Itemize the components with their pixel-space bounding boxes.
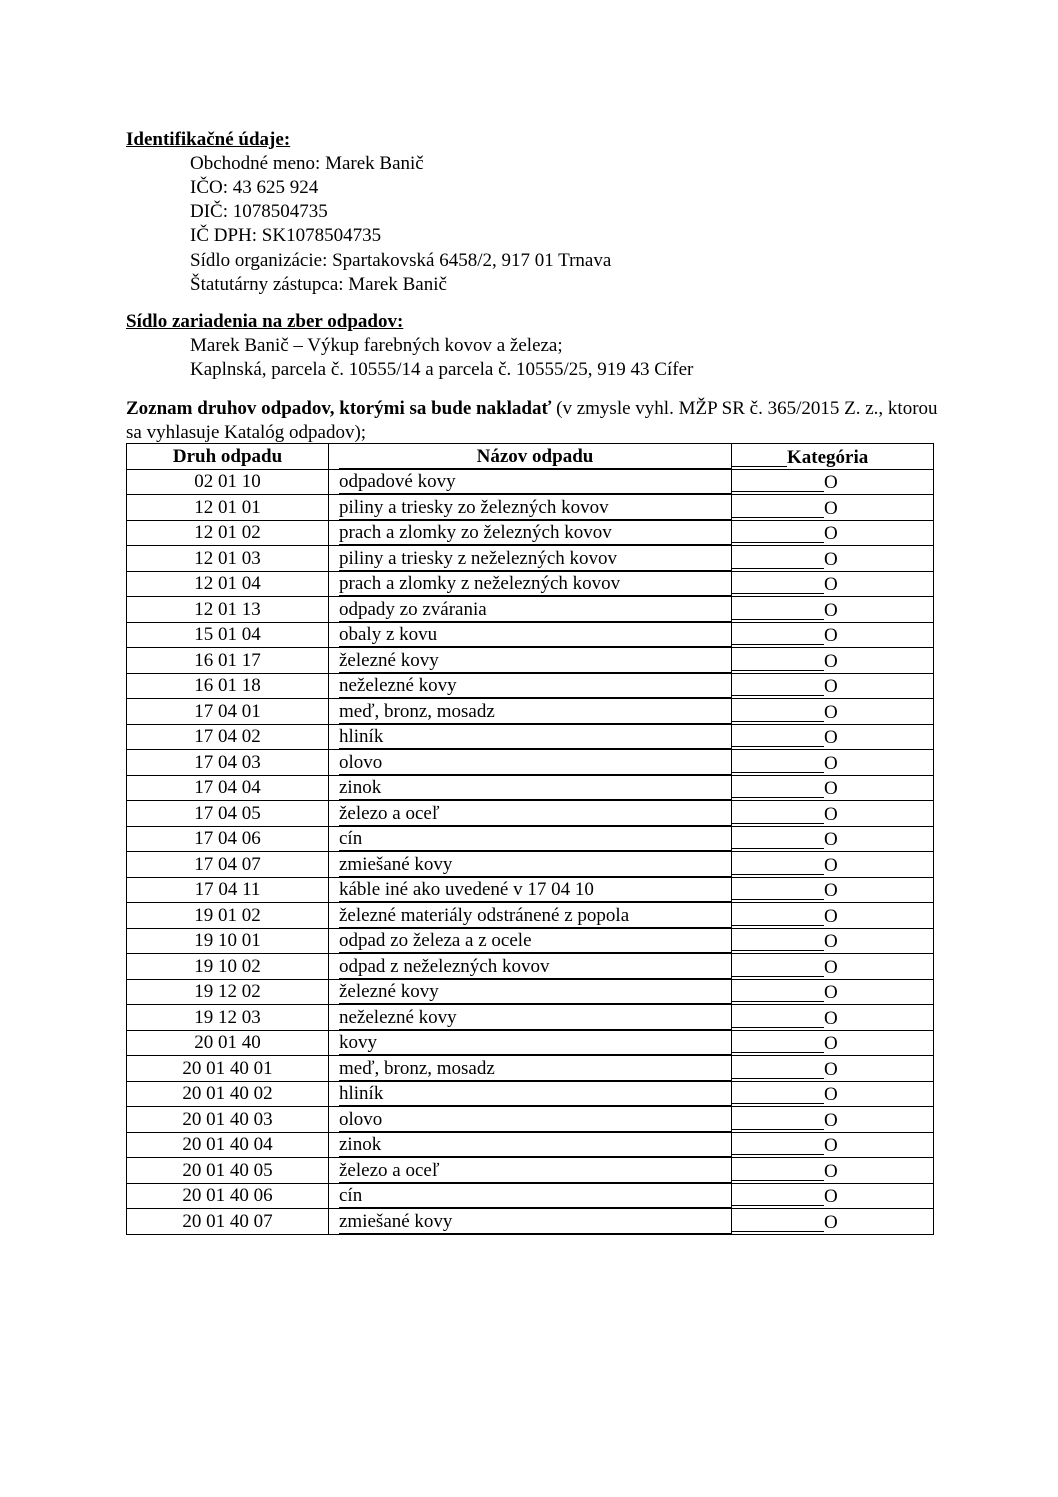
- waste-code-cell: 19 01 02: [127, 903, 329, 929]
- category-cell: [732, 750, 934, 776]
- waste-name-text: odpadové kovy: [339, 471, 731, 494]
- category-value: O: [824, 1109, 838, 1131]
- waste-name-cell: [329, 1005, 732, 1031]
- waste-name-text: hliník: [339, 726, 731, 749]
- waste-name-text: olovo: [339, 1109, 731, 1132]
- category-value: O: [824, 1058, 838, 1080]
- category-cell: [732, 724, 934, 750]
- category-cell: [732, 1107, 934, 1133]
- table-row: [127, 1056, 934, 1082]
- table-row: [127, 495, 934, 521]
- category-cell: [732, 699, 934, 725]
- waste-name-text: piliny a triesky zo železných kovov: [339, 497, 731, 520]
- table-row: [127, 979, 934, 1005]
- waste-code-cell: 19 12 02: [127, 979, 329, 1005]
- waste-name-text: káble iné ako uvedené v 17 04 10: [339, 879, 731, 902]
- waste-name-cell: [329, 1132, 732, 1158]
- registered-office: Sídlo organizácie: Spartakovská 6458/2, 917 01 Trnava: [190, 250, 612, 271]
- table-row: [127, 648, 934, 674]
- waste-code-cell: 12 01 01: [127, 495, 329, 521]
- waste-name-text: meď, bronz, mosadz: [339, 701, 731, 724]
- category-value: O: [824, 905, 838, 927]
- category-cell: [732, 826, 934, 852]
- category-cell: [732, 546, 934, 572]
- category-cell: [732, 1081, 934, 1107]
- waste-name-cell: [329, 903, 732, 929]
- waste-code-cell: 17 04 07: [127, 852, 329, 878]
- waste-name-cell: [329, 571, 732, 597]
- waste-name-text: meď, bronz, mosadz: [339, 1058, 731, 1081]
- category-cell: [732, 1030, 934, 1056]
- waste-name-cell: [329, 1158, 732, 1184]
- category-value: O: [824, 1186, 838, 1207]
- table-row: [127, 571, 934, 597]
- category-cell: [732, 495, 934, 521]
- underline: [732, 568, 824, 569]
- waste-name-text: prach a zlomky zo železných kovov: [339, 522, 731, 545]
- waste-name-cell: [329, 954, 732, 980]
- table-row: [127, 673, 934, 699]
- waste-code-cell: 17 04 11: [127, 877, 329, 903]
- category-cell: [732, 1209, 934, 1235]
- category-value: O: [824, 523, 838, 544]
- table-row: [127, 1183, 934, 1209]
- category-cell: [732, 1005, 934, 1031]
- identification-heading: Identifikačné údaje:: [126, 129, 291, 150]
- waste-name-cell: [329, 775, 732, 801]
- waste-name-text: zinok: [339, 777, 731, 800]
- header-category: [732, 444, 934, 470]
- underline: [732, 1231, 824, 1232]
- waste-code-cell: 19 10 02: [127, 954, 329, 980]
- underline: [732, 976, 824, 977]
- waste-code-cell: 19 10 01: [127, 928, 329, 954]
- waste-name-text: neželezné kovy: [339, 1007, 731, 1030]
- waste-code-cell: 20 01 40 07: [127, 1209, 329, 1235]
- waste-name-cell: [329, 979, 732, 1005]
- category-value: O: [824, 1084, 838, 1105]
- category-value: O: [824, 1033, 838, 1054]
- underline: [732, 721, 824, 722]
- underline: [732, 670, 824, 671]
- category-value: O: [824, 1160, 838, 1182]
- waste-code-cell: 20 01 40 04: [127, 1132, 329, 1158]
- category-value: O: [824, 1135, 838, 1156]
- table-row: [127, 801, 934, 827]
- category-value: O: [824, 1007, 838, 1029]
- category-value: O: [824, 548, 838, 570]
- table-row: [127, 928, 934, 954]
- facility-heading: Sídlo zariadenia na zber odpadov:: [126, 311, 404, 332]
- underline: [732, 950, 824, 951]
- facility-address: Kaplnská, parcela č. 10555/14 a parcela č. 10555/25, 919 43 Cífer: [190, 359, 694, 380]
- table-body: [127, 469, 934, 1234]
- category-cell: [732, 903, 934, 929]
- table-row: [127, 520, 934, 546]
- underline: [732, 1154, 824, 1155]
- category-value: O: [824, 497, 838, 519]
- table-header-row: [127, 444, 934, 470]
- table-row: [127, 1132, 934, 1158]
- underline: [732, 619, 824, 620]
- underline: [732, 593, 824, 594]
- waste-table: [126, 443, 934, 1235]
- category-cell: [732, 469, 934, 495]
- waste-code-cell: 20 01 40 03: [127, 1107, 329, 1133]
- underline: [732, 823, 824, 824]
- waste-name-cell: [329, 546, 732, 572]
- waste-code-cell: 16 01 17: [127, 648, 329, 674]
- waste-name-text: cín: [339, 828, 731, 851]
- table-row: [127, 724, 934, 750]
- category-cell: [732, 571, 934, 597]
- category-value: O: [824, 676, 838, 697]
- waste-code-cell: 12 01 02: [127, 520, 329, 546]
- category-value: O: [824, 727, 838, 748]
- underline: [732, 491, 824, 492]
- category-cell: [732, 877, 934, 903]
- waste-name-text: zmiešané kovy: [339, 854, 731, 877]
- waste-list-intro: [126, 397, 941, 445]
- waste-name-cell: [329, 699, 732, 725]
- category-value: O: [824, 599, 838, 621]
- waste-code-cell: 20 01 40 02: [127, 1081, 329, 1107]
- waste-name-text: zinok: [339, 1134, 731, 1157]
- waste-name-text: kovy: [339, 1032, 731, 1055]
- category-value: O: [824, 650, 838, 672]
- table-row: [127, 622, 934, 648]
- table-row: [127, 852, 934, 878]
- category-cell: [732, 1056, 934, 1082]
- waste-code-cell: 02 01 10: [127, 469, 329, 495]
- table-row: [127, 826, 934, 852]
- table-row: [127, 1081, 934, 1107]
- underline: [732, 899, 824, 900]
- waste-name-cell: [329, 801, 732, 827]
- waste-code-cell: 17 04 01: [127, 699, 329, 725]
- category-value: O: [824, 625, 838, 646]
- category-cell: [732, 673, 934, 699]
- waste-code-cell: 17 04 04: [127, 775, 329, 801]
- category-value: O: [824, 982, 838, 1003]
- table-row: [127, 469, 934, 495]
- waste-code-cell: 19 12 03: [127, 1005, 329, 1031]
- category-cell: [732, 648, 934, 674]
- waste-code-cell: 17 04 06: [127, 826, 329, 852]
- category-cell: [732, 801, 934, 827]
- category-value: O: [824, 472, 838, 493]
- header-waste-code: Druh odpadu: [127, 444, 329, 470]
- statutory-representative: Štatutárny zástupca: Marek Banič: [190, 274, 447, 295]
- waste-name-cell: [329, 1209, 732, 1235]
- category-cell: [732, 1158, 934, 1184]
- waste-name-text: zmiešané kovy: [339, 1211, 731, 1234]
- underline: [732, 797, 824, 798]
- waste-name-cell: [329, 597, 732, 623]
- waste-code-cell: 17 04 05: [127, 801, 329, 827]
- underline: [732, 1078, 824, 1079]
- waste-name-text: železo a oceľ: [339, 1160, 731, 1183]
- business-name: Obchodné meno: Marek Banič: [190, 153, 424, 174]
- waste-code-cell: 16 01 18: [127, 673, 329, 699]
- waste-code-cell: 20 01 40 05: [127, 1158, 329, 1184]
- table-row: [127, 903, 934, 929]
- waste-name-cell: [329, 495, 732, 521]
- category-value: O: [824, 931, 838, 952]
- waste-name-cell: [329, 673, 732, 699]
- waste-name-cell: [329, 1183, 732, 1209]
- category-cell: [732, 775, 934, 801]
- category-cell: [732, 852, 934, 878]
- header-waste-name-label: Názov odpadu: [339, 446, 731, 469]
- waste-name-cell: [329, 724, 732, 750]
- table-row: [127, 1107, 934, 1133]
- waste-name-text: odpad z neželezných kovov: [339, 956, 731, 979]
- waste-name-cell: [329, 1107, 732, 1133]
- table-row: [127, 1209, 934, 1235]
- waste-name-text: železné kovy: [339, 650, 731, 673]
- ic-dph: IČ DPH: SK1078504735: [190, 225, 382, 246]
- underline: [732, 746, 824, 747]
- underline: [732, 925, 824, 926]
- table-row: [127, 1030, 934, 1056]
- waste-name-text: železo a oceľ: [339, 803, 731, 826]
- underline: [732, 695, 824, 696]
- underline: [732, 1027, 824, 1028]
- facility-name: Marek Banič – Výkup farebných kovov a železa;: [190, 335, 563, 356]
- underline: [732, 466, 787, 467]
- underline: [732, 772, 824, 773]
- category-cell: [732, 979, 934, 1005]
- category-value: O: [824, 701, 838, 723]
- category-value: O: [824, 1211, 838, 1233]
- waste-name-cell: [329, 648, 732, 674]
- underline: [732, 874, 824, 875]
- table-row: [127, 1158, 934, 1184]
- waste-name-text: obaly z kovu: [339, 624, 731, 647]
- waste-name-text: cín: [339, 1185, 731, 1208]
- waste-name-text: prach a zlomky z neželezných kovov: [339, 573, 731, 596]
- table-row: [127, 699, 934, 725]
- underline: [732, 542, 824, 543]
- waste-code-cell: 20 01 40 01: [127, 1056, 329, 1082]
- category-value: O: [824, 829, 838, 850]
- waste-code-cell: 15 01 04: [127, 622, 329, 648]
- waste-name-cell: [329, 520, 732, 546]
- category-value: O: [824, 956, 838, 978]
- waste-name-cell: [329, 928, 732, 954]
- table-row: [127, 597, 934, 623]
- underline: [732, 848, 824, 849]
- waste-name-cell: [329, 826, 732, 852]
- waste-code-cell: 12 01 04: [127, 571, 329, 597]
- category-value: O: [824, 803, 838, 825]
- underline: [732, 1205, 824, 1206]
- category-cell: [732, 597, 934, 623]
- table-row: [127, 546, 934, 572]
- waste-list-title: Zoznam druhov odpadov, ktorými sa bude nakladať: [126, 398, 552, 419]
- waste-code-cell: 12 01 03: [127, 546, 329, 572]
- waste-code-cell: 20 01 40: [127, 1030, 329, 1056]
- waste-name-text: odpad zo železa a z ocele: [339, 930, 731, 953]
- waste-name-text: neželezné kovy: [339, 675, 731, 698]
- underline: [732, 1180, 824, 1181]
- waste-name-text: hliník: [339, 1083, 731, 1106]
- waste-name-cell: [329, 1056, 732, 1082]
- category-cell: [732, 1132, 934, 1158]
- category-cell: [732, 622, 934, 648]
- table-row: [127, 775, 934, 801]
- waste-name-text: železné materiály odstránené z popola: [339, 905, 731, 928]
- waste-name-cell: [329, 622, 732, 648]
- waste-code-cell: 12 01 13: [127, 597, 329, 623]
- underline: [732, 517, 824, 518]
- waste-name-cell: [329, 877, 732, 903]
- dic: DIČ: 1078504735: [190, 201, 328, 222]
- underline: [732, 1001, 824, 1002]
- category-value: O: [824, 880, 838, 901]
- waste-name-text: železné kovy: [339, 981, 731, 1004]
- ico: IČO: 43 625 924: [190, 177, 319, 198]
- underline: [732, 1103, 824, 1104]
- category-value: O: [824, 778, 838, 799]
- table-row: [127, 1005, 934, 1031]
- waste-code-cell: 17 04 02: [127, 724, 329, 750]
- waste-list-note: (v zmysle vyhl. MŽP SR č. 365/2015 Z. z., ktorou sa vyhlasuje Katalóg odpadov);: [126, 398, 938, 443]
- category-cell: [732, 520, 934, 546]
- waste-name-cell: [329, 1030, 732, 1056]
- category-cell: [732, 954, 934, 980]
- waste-code-cell: 17 04 03: [127, 750, 329, 776]
- waste-name-cell: [329, 1081, 732, 1107]
- underline: [732, 644, 824, 645]
- waste-code-cell: 20 01 40 06: [127, 1183, 329, 1209]
- table-row: [127, 750, 934, 776]
- waste-name-text: piliny a triesky z neželezných kovov: [339, 548, 731, 571]
- table-row: [127, 954, 934, 980]
- waste-name-cell: [329, 750, 732, 776]
- underline: [732, 1129, 824, 1130]
- waste-name-cell: [329, 469, 732, 495]
- category-value: O: [824, 752, 838, 774]
- category-cell: [732, 1183, 934, 1209]
- header-category-label: Kategória: [787, 446, 869, 468]
- underline: [732, 1052, 824, 1053]
- category-cell: [732, 928, 934, 954]
- category-value: O: [824, 574, 838, 595]
- table-row: [127, 877, 934, 903]
- category-value: O: [824, 854, 838, 876]
- header-waste-name: [329, 444, 732, 470]
- waste-name-text: odpady zo zvárania: [339, 599, 731, 622]
- waste-name-text: olovo: [339, 752, 731, 775]
- waste-name-cell: [329, 852, 732, 878]
